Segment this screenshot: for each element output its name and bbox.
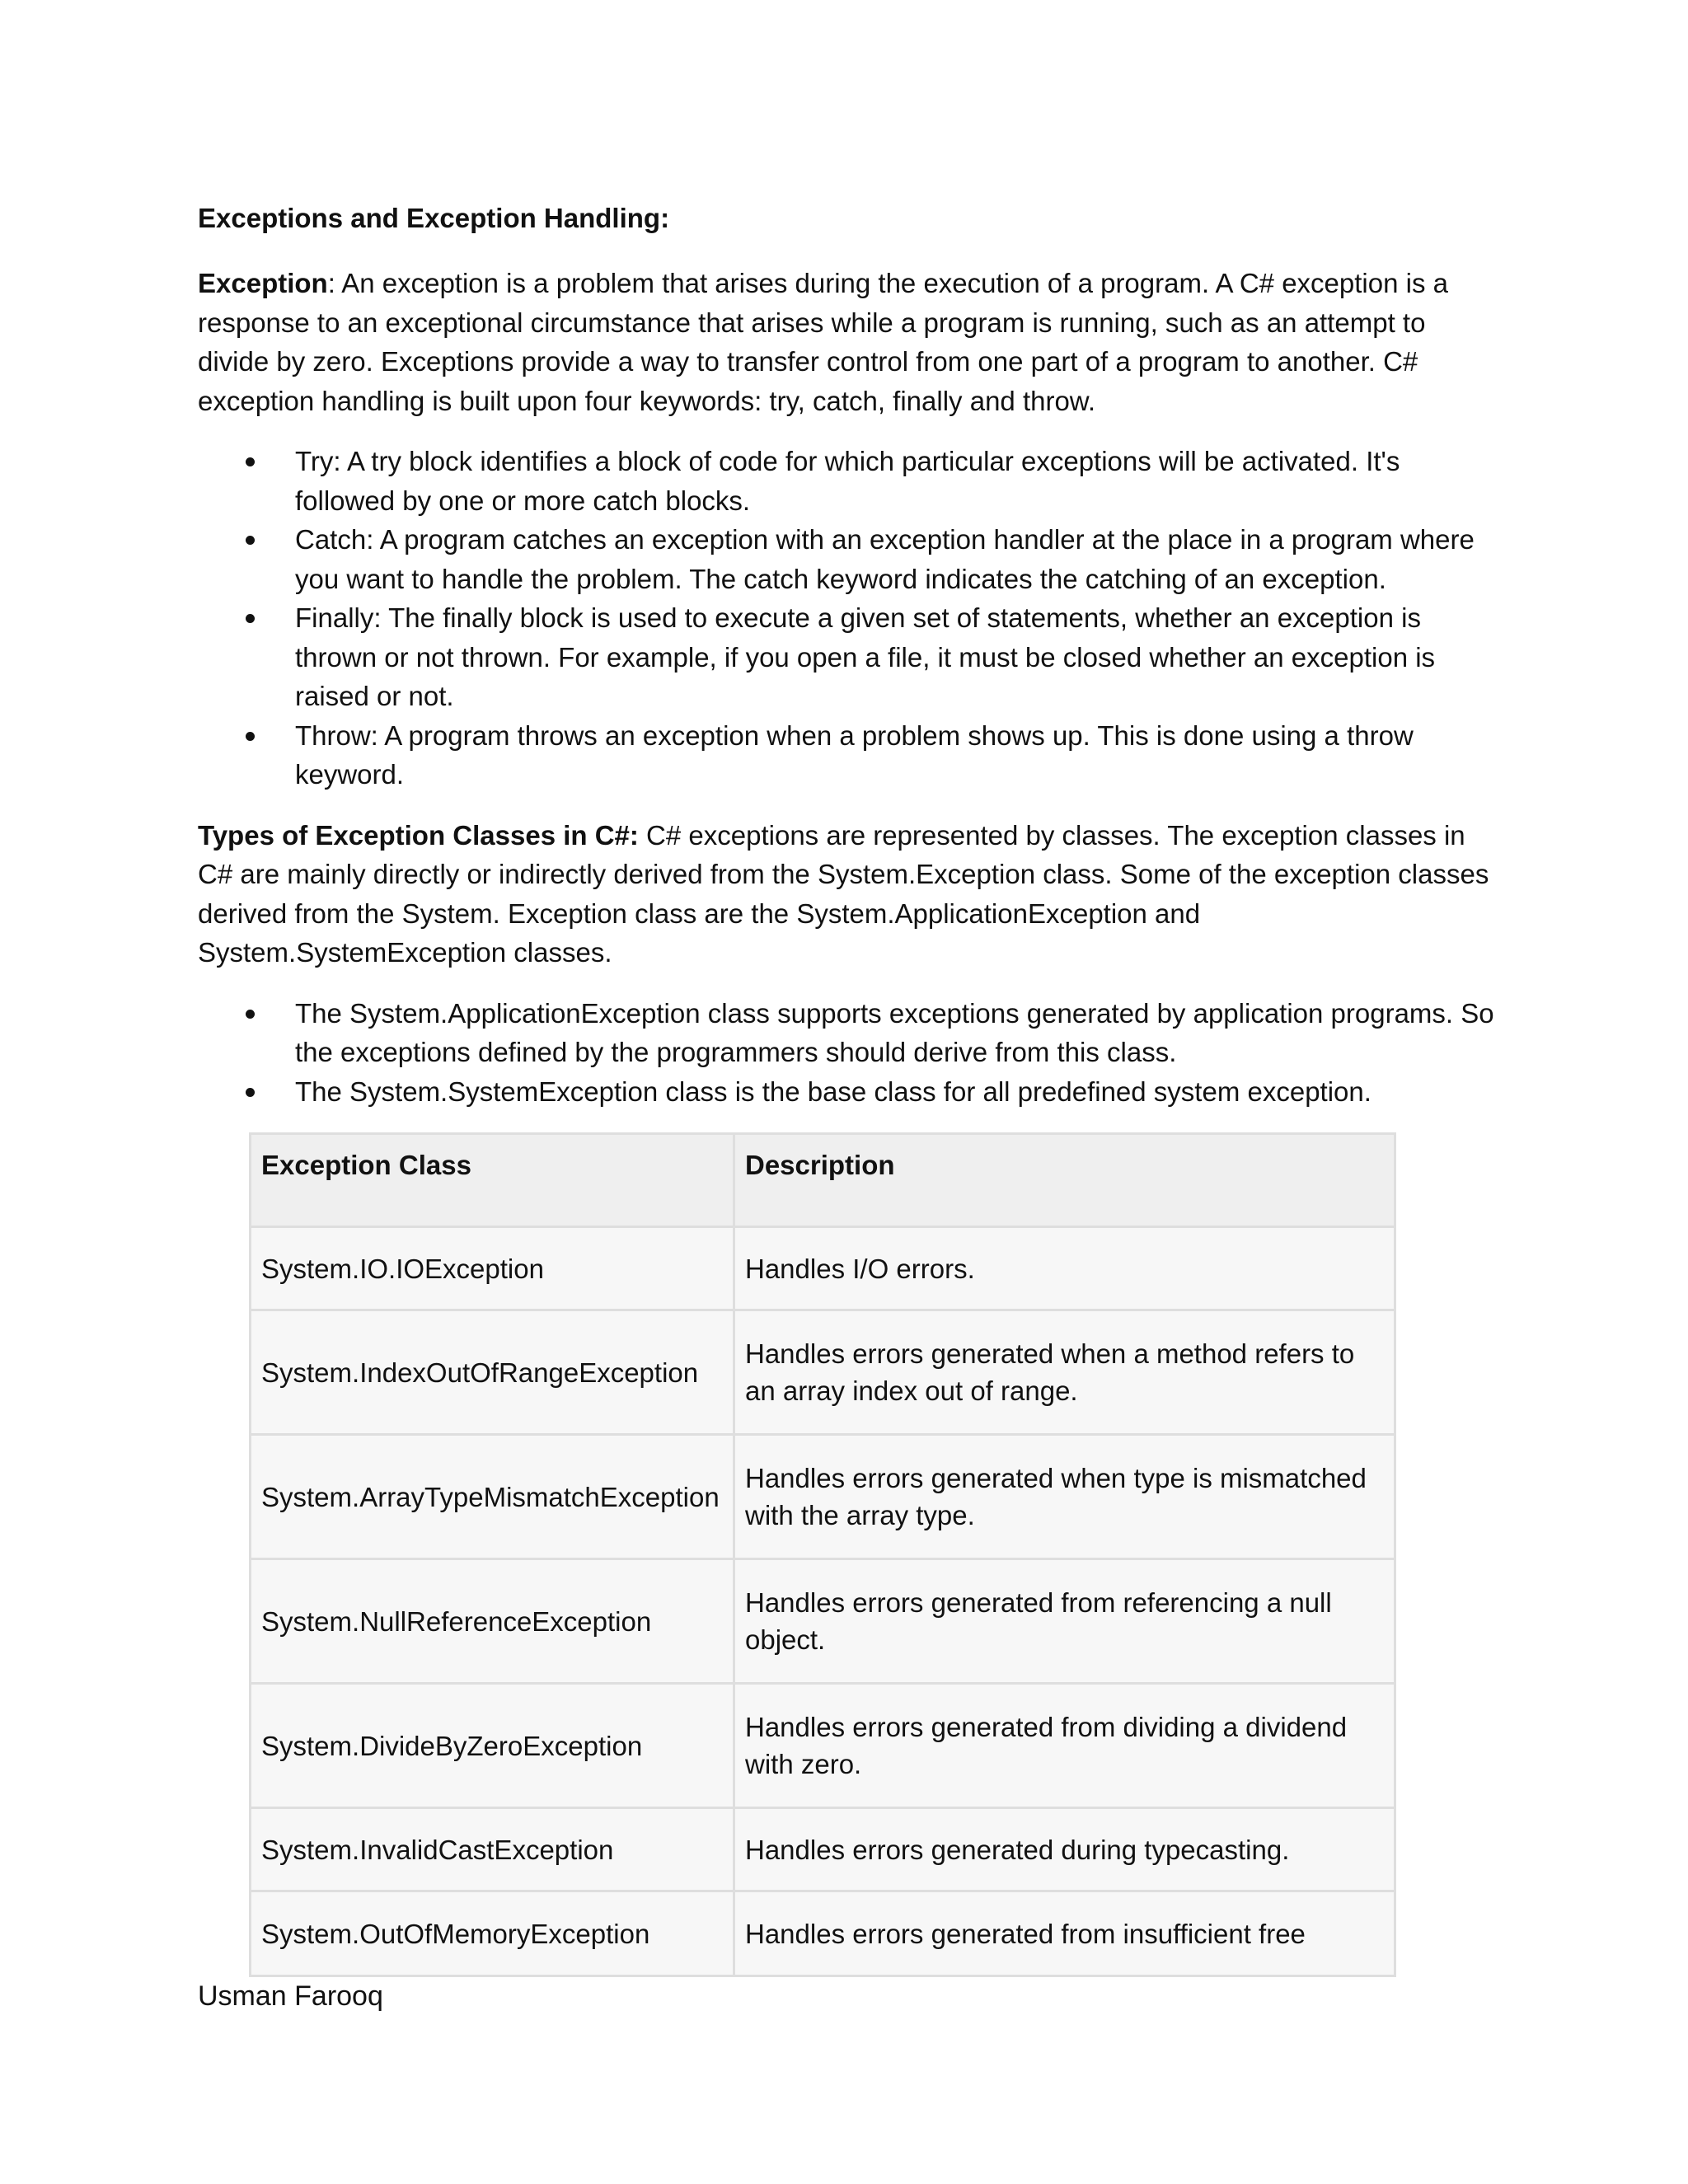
cell-description: Handles errors generated from insufficient free bbox=[734, 1891, 1395, 1976]
cell-class: System.IO.IOException bbox=[251, 1227, 734, 1310]
types-bullet-application: The System.ApplicationException class supports exceptions generated by application programs. So the exceptions defined by the programmers should derive from this class. bbox=[295, 997, 1494, 1067]
exception-table bbox=[249, 1132, 1396, 1977]
types-text: C# exceptions are represented by classes. The exception classes in C# are mainly directly or indirectly derived from the System.Exception class. Some of the exception classes derived from the System. Exception class are the System.ApplicationException and System.SystemException classes. bbox=[198, 819, 1489, 968]
table-row bbox=[251, 1891, 1395, 1976]
bullet-icon bbox=[246, 614, 255, 623]
table-row bbox=[251, 1684, 1395, 1808]
cell-class: System.OutOfMemoryException bbox=[251, 1891, 734, 1976]
bullet-icon bbox=[246, 457, 255, 466]
bullet-icon bbox=[246, 1010, 255, 1019]
cell-class: System.InvalidCastException bbox=[251, 1808, 734, 1891]
keyword-try: Try: A try block identifies a block of code for which particular exceptions will be activated. It's followed by one or more catch blocks. bbox=[295, 446, 1400, 516]
page-footer-author: Usman Farooq bbox=[198, 1980, 383, 2012]
list-item bbox=[198, 442, 1500, 520]
header-description: Description bbox=[734, 1134, 1395, 1227]
table-row bbox=[251, 1808, 1395, 1891]
list-item bbox=[198, 520, 1500, 598]
types-paragraph bbox=[198, 816, 1500, 972]
types-bullet-system: The System.SystemException class is the base class for all predefined system exception. bbox=[295, 1076, 1372, 1107]
cell-description: Handles errors generated from dividing a dividend with zero. bbox=[734, 1684, 1395, 1808]
cell-class: System.ArrayTypeMismatchException bbox=[251, 1435, 734, 1559]
table-row bbox=[251, 1310, 1395, 1435]
document-page bbox=[198, 196, 1500, 1977]
exception-text: : An exception is a problem that arises during the execution of a program. A C# exception is a response to an exceptional circumstance that arises while a program is running, such as an attempt to divide by zero. Exceptions provide a way to transfer control from one part of a program to another. C# exception handling is built upon four keywords: try, catch, finally and throw. bbox=[198, 268, 1448, 416]
cell-description: Handles errors generated from referencing a null object. bbox=[734, 1559, 1395, 1684]
exception-label: Exception bbox=[198, 268, 328, 298]
keyword-throw: Throw: A program throws an exception when a problem shows up. This is done using a throw keyword. bbox=[295, 719, 1414, 790]
exception-paragraph bbox=[198, 264, 1500, 420]
cell-description: Handles errors generated when a method refers to an array index out of range. bbox=[734, 1310, 1395, 1435]
keyword-finally: Finally: The finally block is used to execute a given set of statements, whether an exception is thrown or not thrown. For example, if you open a file, it must be closed whether an exception is raised or not. bbox=[295, 602, 1436, 711]
bullet-icon bbox=[246, 1088, 255, 1097]
list-item bbox=[198, 598, 1500, 716]
cell-class: System.DivideByZeroException bbox=[251, 1684, 734, 1808]
table-row bbox=[251, 1435, 1395, 1559]
header-exception-class: Exception Class bbox=[251, 1134, 734, 1227]
cell-description: Handles errors generated when type is mismatched with the array type. bbox=[734, 1435, 1395, 1559]
list-item bbox=[198, 994, 1500, 1072]
types-list bbox=[198, 994, 1500, 1112]
keyword-catch: Catch: A program catches an exception with an exception handler at the place in a program where you want to handle the problem. The catch keyword indicates the catching of an exception. bbox=[295, 524, 1475, 594]
bullet-icon bbox=[246, 536, 255, 545]
keyword-list bbox=[198, 442, 1500, 794]
cell-description: Handles errors generated during typecasting. bbox=[734, 1808, 1395, 1891]
table-header-row bbox=[251, 1134, 1395, 1227]
cell-class: System.NullReferenceException bbox=[251, 1559, 734, 1684]
list-item bbox=[198, 1072, 1500, 1112]
cell-description: Handles I/O errors. bbox=[734, 1227, 1395, 1310]
cell-class: System.IndexOutOfRangeException bbox=[251, 1310, 734, 1435]
types-label: Types of Exception Classes in C#: bbox=[198, 819, 639, 851]
table-row bbox=[251, 1227, 1395, 1310]
document-title: Exceptions and Exception Handling: bbox=[198, 203, 670, 233]
list-item bbox=[198, 716, 1500, 794]
table-row bbox=[251, 1559, 1395, 1684]
bullet-icon bbox=[246, 732, 255, 741]
